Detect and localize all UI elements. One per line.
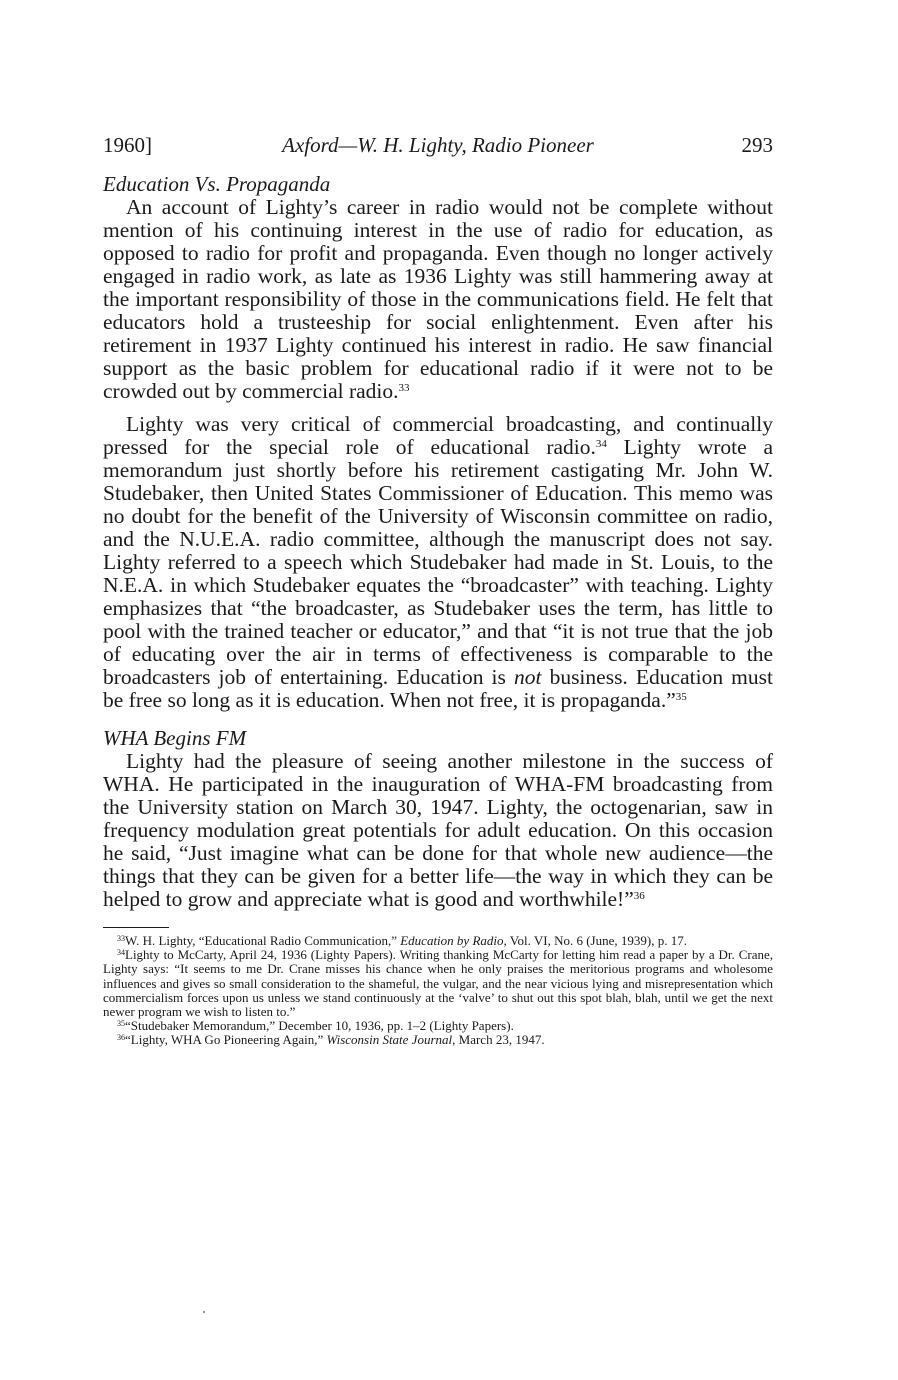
page [103, 128, 773, 1048]
scan-speck [203, 1311, 205, 1313]
footnote-33-text-a: W. H. Lighty, “Educational Radio Communication,” [125, 933, 401, 948]
footnote-divider [103, 927, 169, 928]
footnote-ref-33: 33 [398, 382, 410, 394]
footnote-35 [103, 1019, 773, 1033]
paragraph-1-text: An account of Lighty’s career in radio would not be complete without mention of his continuing interest in the use of radio for education, as opposed to radio for profit and propaganda. Even though no longer actively engaged in radio work, as late as 1936 Lighty was still hammering away at the important responsibility of those in the communications field. He felt that educators hold a trusteeship for social enlightenment. Even after his retirement in 1937 Lighty continued his interest in radio. He saw financial support as the basic problem for educational radio if it were not to be crowded out by commercial radio. [103, 195, 773, 403]
footnote-36-text-b: March 23, 1947. [455, 1032, 545, 1048]
paragraph-3-text: Lighty had the pleasure of seeing another milestone in the success of WHA. He participated in the inauguration of WHA-FM broadcasting from the University station on March 30, 1947. Lighty, the octogenarian, saw in frequency modulation great potentials for adult education. On this occasion he said, “Just imagine what can be done for that whole new audience—the things that they can be given for a better life—the way in which they can be helped to grow and appreciate what is good and worthwhile!” [103, 749, 773, 911]
footnote-33-source: Education by Radio, [400, 933, 507, 948]
section-heading-education-vs-propaganda: Education Vs. Propaganda [103, 172, 331, 196]
page-number: 293 [741, 133, 773, 157]
paragraph-2-text-b: Lighty wrote a memorandum just shortly before his retirement castigating Mr. John W. Studebaker, then United States Commissioner of Education. This memo was no doubt for the benefit of the University of Wisconsin committee on radio, and the N.U.E.A. radio committee, although the manuscript does not say. Lighty referred to a speech which Studebaker had made in St. Louis, to the N.E.A. in which Studebaker equates the “broadcaster” with teaching. Lighty emphasizes that “the broadcaster, as Studebaker uses the term, has little to pool with the trained teacher or educator,” and that “it is not true that the job of educating over the air in terms of effectiveness is comparable to the broadcasters job of entertaining. Education is [103, 435, 774, 689]
footnote-ref-34: 34 [595, 438, 607, 450]
footnote-ref-35: 35 [675, 691, 687, 703]
running-head [103, 128, 773, 162]
section-heading-wha-begins-fm: WHA Begins FM [103, 726, 247, 750]
footnote-36 [103, 1033, 773, 1047]
footnote-34 [103, 948, 773, 1019]
footnote-33-text-b: Vol. VI, No. 6 (June, 1939), p. 17. [506, 933, 687, 948]
footnotes [103, 934, 773, 1048]
journal-year: 1960] [103, 133, 152, 157]
footnote-34-number: 34 [117, 948, 125, 958]
paragraph-3 [103, 750, 773, 911]
footnote-34-text: Lighty to McCarty, April 24, 1936 (Lighty Papers). Writing thanking McCarty for letting him read a paper by a Dr. Crane, Lighty says: “It seems to me Dr. Crane misses his chance when he only praises the meritorious programs and wholesome influences and gives so small consideration to the shameful, the vulgar, and the near vicious lying and misrepresentation which commercialism forces upon us unless we stand continuously at the ‘valve’ to shut out this spot blah, blah, until we get the next newer program we wish to listen to.” [103, 947, 773, 1020]
footnote-ref-36: 36 [633, 890, 645, 902]
paragraph-2 [103, 413, 773, 712]
paragraph-2-emphasis: not [513, 665, 542, 689]
footnote-33-number: 33 [117, 934, 125, 943]
paragraph-2-text-c: business. Education must be free so long as it is education. When not free, it is propaganda.” [103, 665, 773, 712]
footnote-33 [103, 934, 773, 948]
footnote-36-number: 36 [117, 1033, 125, 1043]
footnote-35-number: 35 [117, 1019, 125, 1029]
paragraph-2-text-a: Lighty was very critical of commercial broadcasting, and continually pressed for the special role of educational radio. [103, 412, 773, 459]
footnote-36-source: Wisconsin State Journal, [326, 1032, 456, 1048]
paragraph-1 [103, 196, 773, 403]
footnote-36-text-a: “Lighty, WHA Go Pioneering Again,” [125, 1032, 327, 1048]
footnote-35-text: “Studebaker Memorandum,” December 10, 1936, pp. 1–2 (Lighty Papers). [125, 1018, 514, 1034]
running-title: Axford—W. H. Lighty, Radio Pioneer [282, 133, 594, 157]
